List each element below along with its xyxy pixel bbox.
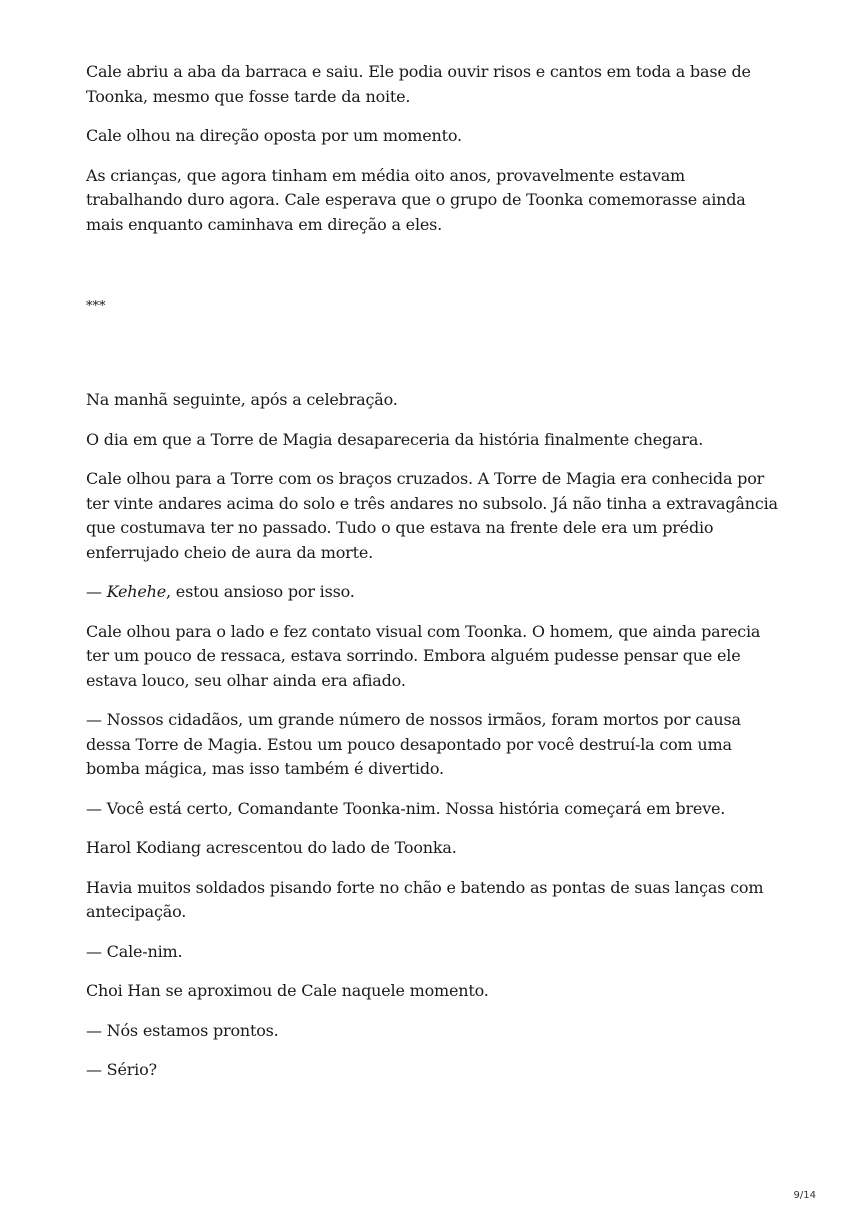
paragraph: — Nossos cidadãos, um grande número de nossos irmãos, foram mortos por causa dessa Torre de Magia. Estou um pouco desapontado por você destruí-la com uma bomba mágica, mas isso também é divertido.	[86, 710, 741, 778]
paragraph: Cale olhou para a Torre com os braços cruzados. A Torre de Magia era conhecida por ter vinte andares acima do solo e três andares no subsolo. Já não tinha a extravagância que costumava ter no passado. Tudo o que estava na frente dele era um prédio enferrujado cheio de aura da morte.	[86, 469, 778, 562]
paragraph: — Você está certo, Comandante Toonka-nim. Nossa história começará em breve.	[86, 798, 726, 818]
paragraph: — Cale-nim.	[86, 941, 183, 961]
paragraph: As crianças, que agora tinham em média oito anos, provavelmente estavam trabalhando duro agora. Cale esperava que o grupo de Toonka comemorasse ainda mais enquanto caminhava em direção a eles.	[86, 165, 746, 234]
page-number: 9/14	[793, 1190, 816, 1201]
dialogue-dash: —	[86, 582, 107, 601]
dialogue-rest: , estou ansioso por isso.	[166, 582, 355, 601]
paragraph: O dia em que a Torre de Magia desapareceria da história finalmente chegara.	[86, 429, 704, 449]
paragraph: Cale olhou para o lado e fez contato visual com Toonka. O homem, que ainda parecia ter um pouco de ressaca, estava sorrindo. Embora alguém pudesse pensar que ele estava louco, seu olhar ainda era afiado.	[86, 621, 761, 690]
paragraph: — Sério?	[86, 1060, 157, 1079]
italic-kehehe: Kehehe	[106, 582, 167, 601]
paragraph: Harol Kodiang acrescentou do lado de Toonka.	[86, 838, 457, 857]
dialogue-kehehe	[86, 580, 786, 605]
paragraph: Cale abriu a aba da barraca e saiu. Ele podia ouvir risos e cantos em toda a base de Toonka, mesmo que fosse tarde da noite.	[86, 62, 751, 106]
paragraph: Havia muitos soldados pisando forte no chão e batendo as pontas de suas lanças com antecipação.	[86, 877, 764, 921]
section-separator: ***	[86, 299, 106, 314]
document-page	[86, 60, 786, 1098]
paragraph: Cale olhou na direção oposta por um momento.	[86, 126, 462, 145]
paragraph: — Nós estamos prontos.	[86, 1020, 279, 1040]
paragraph: Choi Han se aproximou de Cale naquele momento.	[86, 981, 489, 1000]
paragraph: Na manhã seguinte, após a celebração.	[86, 390, 398, 409]
